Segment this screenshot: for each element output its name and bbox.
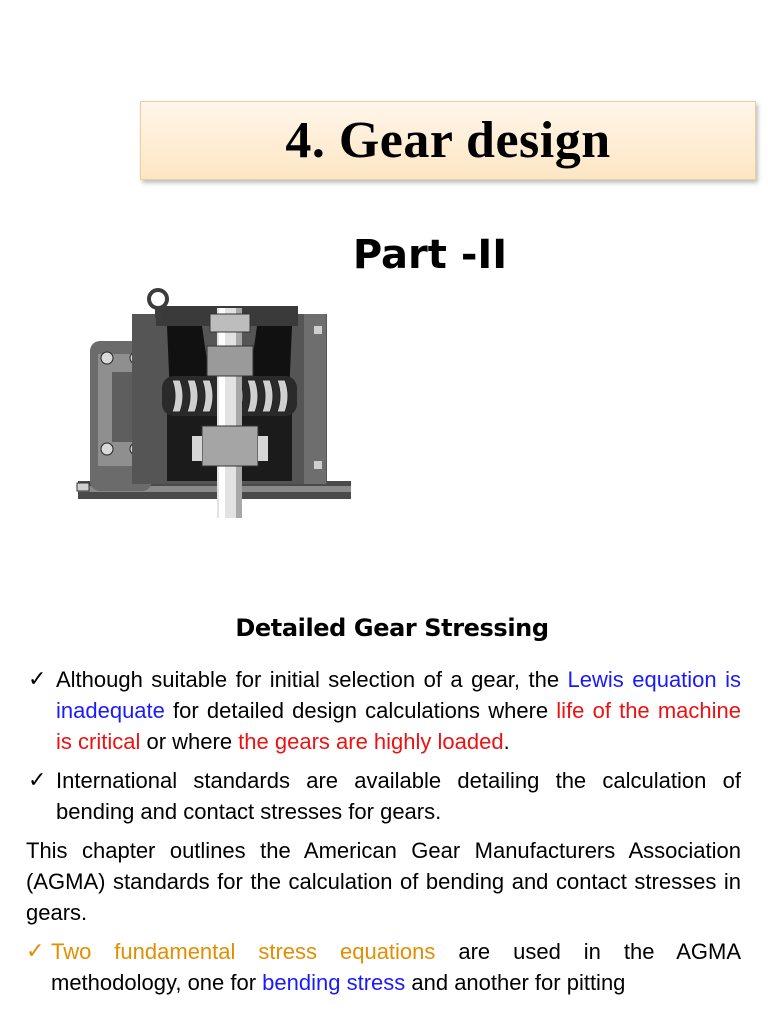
bullet-lewis-equation [26,664,741,757]
bullet3-highlight-orange: Two fundamental stress equations [51,939,436,964]
bullet1-text-c: for detailed design calculations where [164,698,557,723]
page-title: 4. Gear design [285,112,611,169]
bullet2-text: International standards are available detailing the calculation of bending and contact stresses for gears. [56,768,741,824]
worm-gearbox-cutaway-icon [72,286,357,521]
bullet3-text-d: and another for pitting [405,970,626,995]
title-banner [140,101,756,180]
bullet3-highlight-blue: bending stress [262,970,406,995]
bullet-stress-equations [26,936,741,998]
paragraph-agma: This chapter outlines the American Gear Manufacturers Association (AGMA) standards for the calculation of bending and contact stresses in gears. [26,838,741,925]
checkmark-icon: ✓ [28,768,47,793]
checkmark-icon: ✓ [28,667,47,692]
bullet1-highlight-red-2: the gears are highly loaded [238,729,504,754]
checkmark-icon: ✓ [26,939,45,964]
bullet1-text-g: . [503,729,510,754]
subtitle: Part -II [352,232,508,278]
bullet1-highlight-blue: Lewis equation is inadequate [56,667,741,723]
bullet1-highlight-red-1: life of the machine is critical [56,698,741,754]
body-text [26,664,741,1006]
bullet-international-standards [26,765,741,827]
bullet3-text-b: are used in the AGMA methodology, one for [51,939,741,995]
section-heading: Detailed Gear Stressing [235,614,549,642]
bullet1-text-a: Although suitable for initial selection of a gear, the [56,667,568,692]
bullet1-text-e: or where [140,729,239,754]
